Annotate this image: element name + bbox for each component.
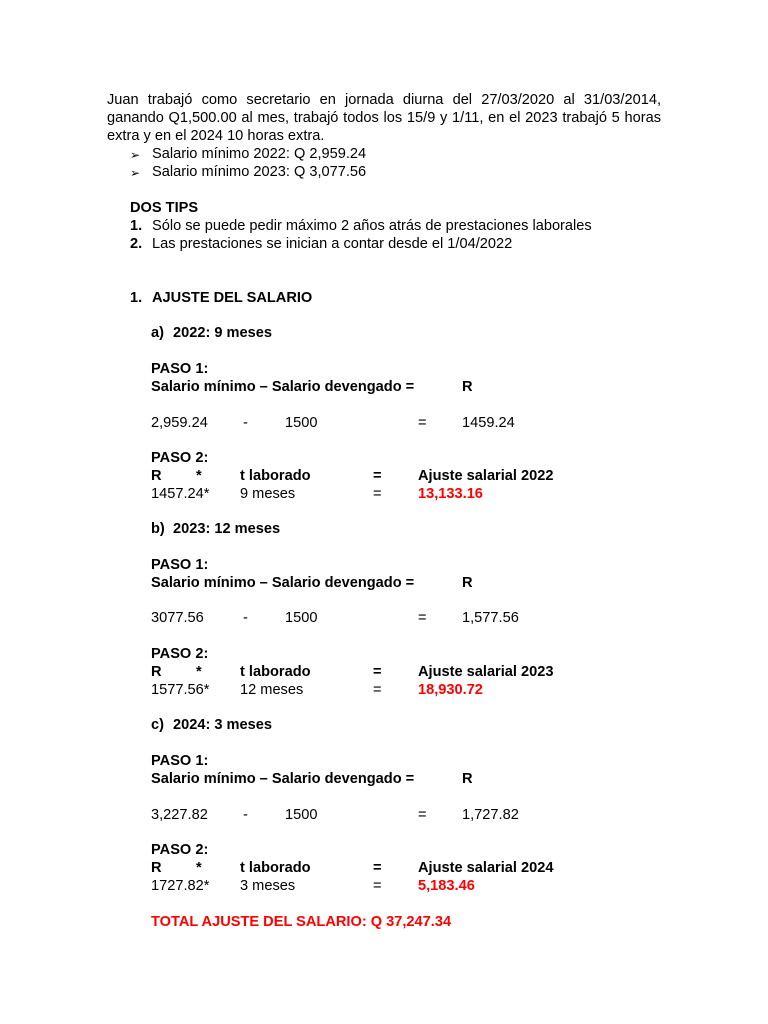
- equals-sign: =: [373, 878, 382, 894]
- paso2-col-r: R: [151, 860, 162, 876]
- paso1-formula: Salario mínimo – Salario devengado =: [151, 575, 415, 591]
- paso2-col-r: R: [151, 664, 162, 680]
- subsection-title: 2024: 3 meses: [173, 717, 272, 733]
- paso1-formula: Salario mínimo – Salario devengado =: [151, 771, 415, 787]
- paso2-ajuste-label: Ajuste salarial 2022: [418, 468, 554, 484]
- difference-value: 1,727.82: [462, 807, 519, 823]
- difference-value: 1459.24: [462, 415, 515, 431]
- tips-title: DOS TIPS: [130, 200, 199, 216]
- arrow-bullet-icon: ➢: [130, 166, 141, 180]
- earned-wage-value: 1500: [285, 415, 318, 431]
- tip-text: Sólo se puede pedir máximo 2 años atrás de prestaciones laborales: [152, 218, 592, 234]
- section-number: 1.: [130, 290, 143, 306]
- time-worked-value: 12 meses: [240, 682, 304, 698]
- paso2-col-star: *: [196, 468, 202, 484]
- equals-sign: =: [418, 610, 427, 626]
- equals-sign: =: [373, 682, 382, 698]
- paso2-col-eq: =: [373, 468, 382, 484]
- intro-line: ganando Q1,500.00 al mes, trabajó todos los 15/9 y 1/11, en el 2023 trabajó 5 horas: [107, 110, 661, 126]
- r-multiplier-value: 1457.24*: [151, 486, 210, 502]
- earned-wage-value: 1500: [285, 610, 318, 626]
- ajuste-value: 13,133.16: [418, 486, 483, 502]
- r-multiplier-value: 1727.82*: [151, 878, 210, 894]
- paso2-col-t: t laborado: [240, 860, 311, 876]
- bullet-text: Salario mínimo 2023: Q 3,077.56: [152, 164, 367, 180]
- minus-sign: -: [243, 610, 248, 626]
- paso2-ajuste-label: Ajuste salarial 2023: [418, 664, 554, 680]
- intro-paragraph: [107, 91, 661, 145]
- subsection-title: 2023: 12 meses: [173, 521, 281, 537]
- paso2-col-star: *: [196, 860, 202, 876]
- intro-line: extra y en el 2024 10 horas extra.: [107, 128, 325, 144]
- tip-number: 2.: [130, 236, 143, 252]
- subsection-label: a): [151, 325, 164, 341]
- paso1-formula: Salario mínimo – Salario devengado =: [151, 379, 415, 395]
- intro-line: Juan trabajó como secretario en jornada diurna del 27/03/2020 al 31/03/2014,: [107, 92, 661, 108]
- equals-sign: =: [418, 415, 427, 431]
- minimum-wage-value: 3077.56: [151, 610, 204, 626]
- ajuste-value: 5,183.46: [418, 878, 475, 894]
- time-worked-value: 3 meses: [240, 878, 296, 894]
- paso2-title: PASO 2:: [151, 646, 209, 662]
- total-adjustment: TOTAL AJUSTE DEL SALARIO: Q 37,247.34: [151, 914, 452, 930]
- paso1-title: PASO 1:: [151, 361, 209, 377]
- paso1-result-label: R: [462, 379, 473, 395]
- paso2-col-r: R: [151, 468, 162, 484]
- section-title: AJUSTE DEL SALARIO: [152, 290, 313, 306]
- equals-sign: =: [418, 807, 427, 823]
- minimum-wage-value: 3,227.82: [151, 807, 208, 823]
- subsection-label: b): [151, 521, 165, 537]
- paso1-result-label: R: [462, 771, 473, 787]
- paso2-col-eq: =: [373, 664, 382, 680]
- tip-text: Las prestaciones se inician a contar desde el 1/04/2022: [152, 236, 513, 252]
- minus-sign: -: [243, 807, 248, 823]
- paso2-col-eq: =: [373, 860, 382, 876]
- bullet-text: Salario mínimo 2022: Q 2,959.24: [152, 146, 367, 162]
- paso1-title: PASO 1:: [151, 753, 209, 769]
- paso2-title: PASO 2:: [151, 842, 209, 858]
- paso1-title: PASO 1:: [151, 557, 209, 573]
- minus-sign: -: [243, 415, 248, 431]
- paso2-col-t: t laborado: [240, 664, 311, 680]
- ajuste-value: 18,930.72: [418, 682, 483, 698]
- difference-value: 1,577.56: [462, 610, 519, 626]
- subsection-label: c): [151, 717, 164, 733]
- minimum-wage-value: 2,959.24: [151, 415, 208, 431]
- paso2-col-star: *: [196, 664, 202, 680]
- time-worked-value: 9 meses: [240, 486, 296, 502]
- paso2-col-t: t laborado: [240, 468, 311, 484]
- tip-number: 1.: [130, 218, 143, 234]
- r-multiplier-value: 1577.56*: [151, 682, 210, 698]
- arrow-bullet-icon: ➢: [130, 148, 141, 162]
- earned-wage-value: 1500: [285, 807, 318, 823]
- paso2-title: PASO 2:: [151, 450, 209, 466]
- equals-sign: =: [373, 486, 382, 502]
- subsection-title: 2022: 9 meses: [173, 325, 272, 341]
- paso1-result-label: R: [462, 575, 473, 591]
- paso2-ajuste-label: Ajuste salarial 2024: [418, 860, 554, 876]
